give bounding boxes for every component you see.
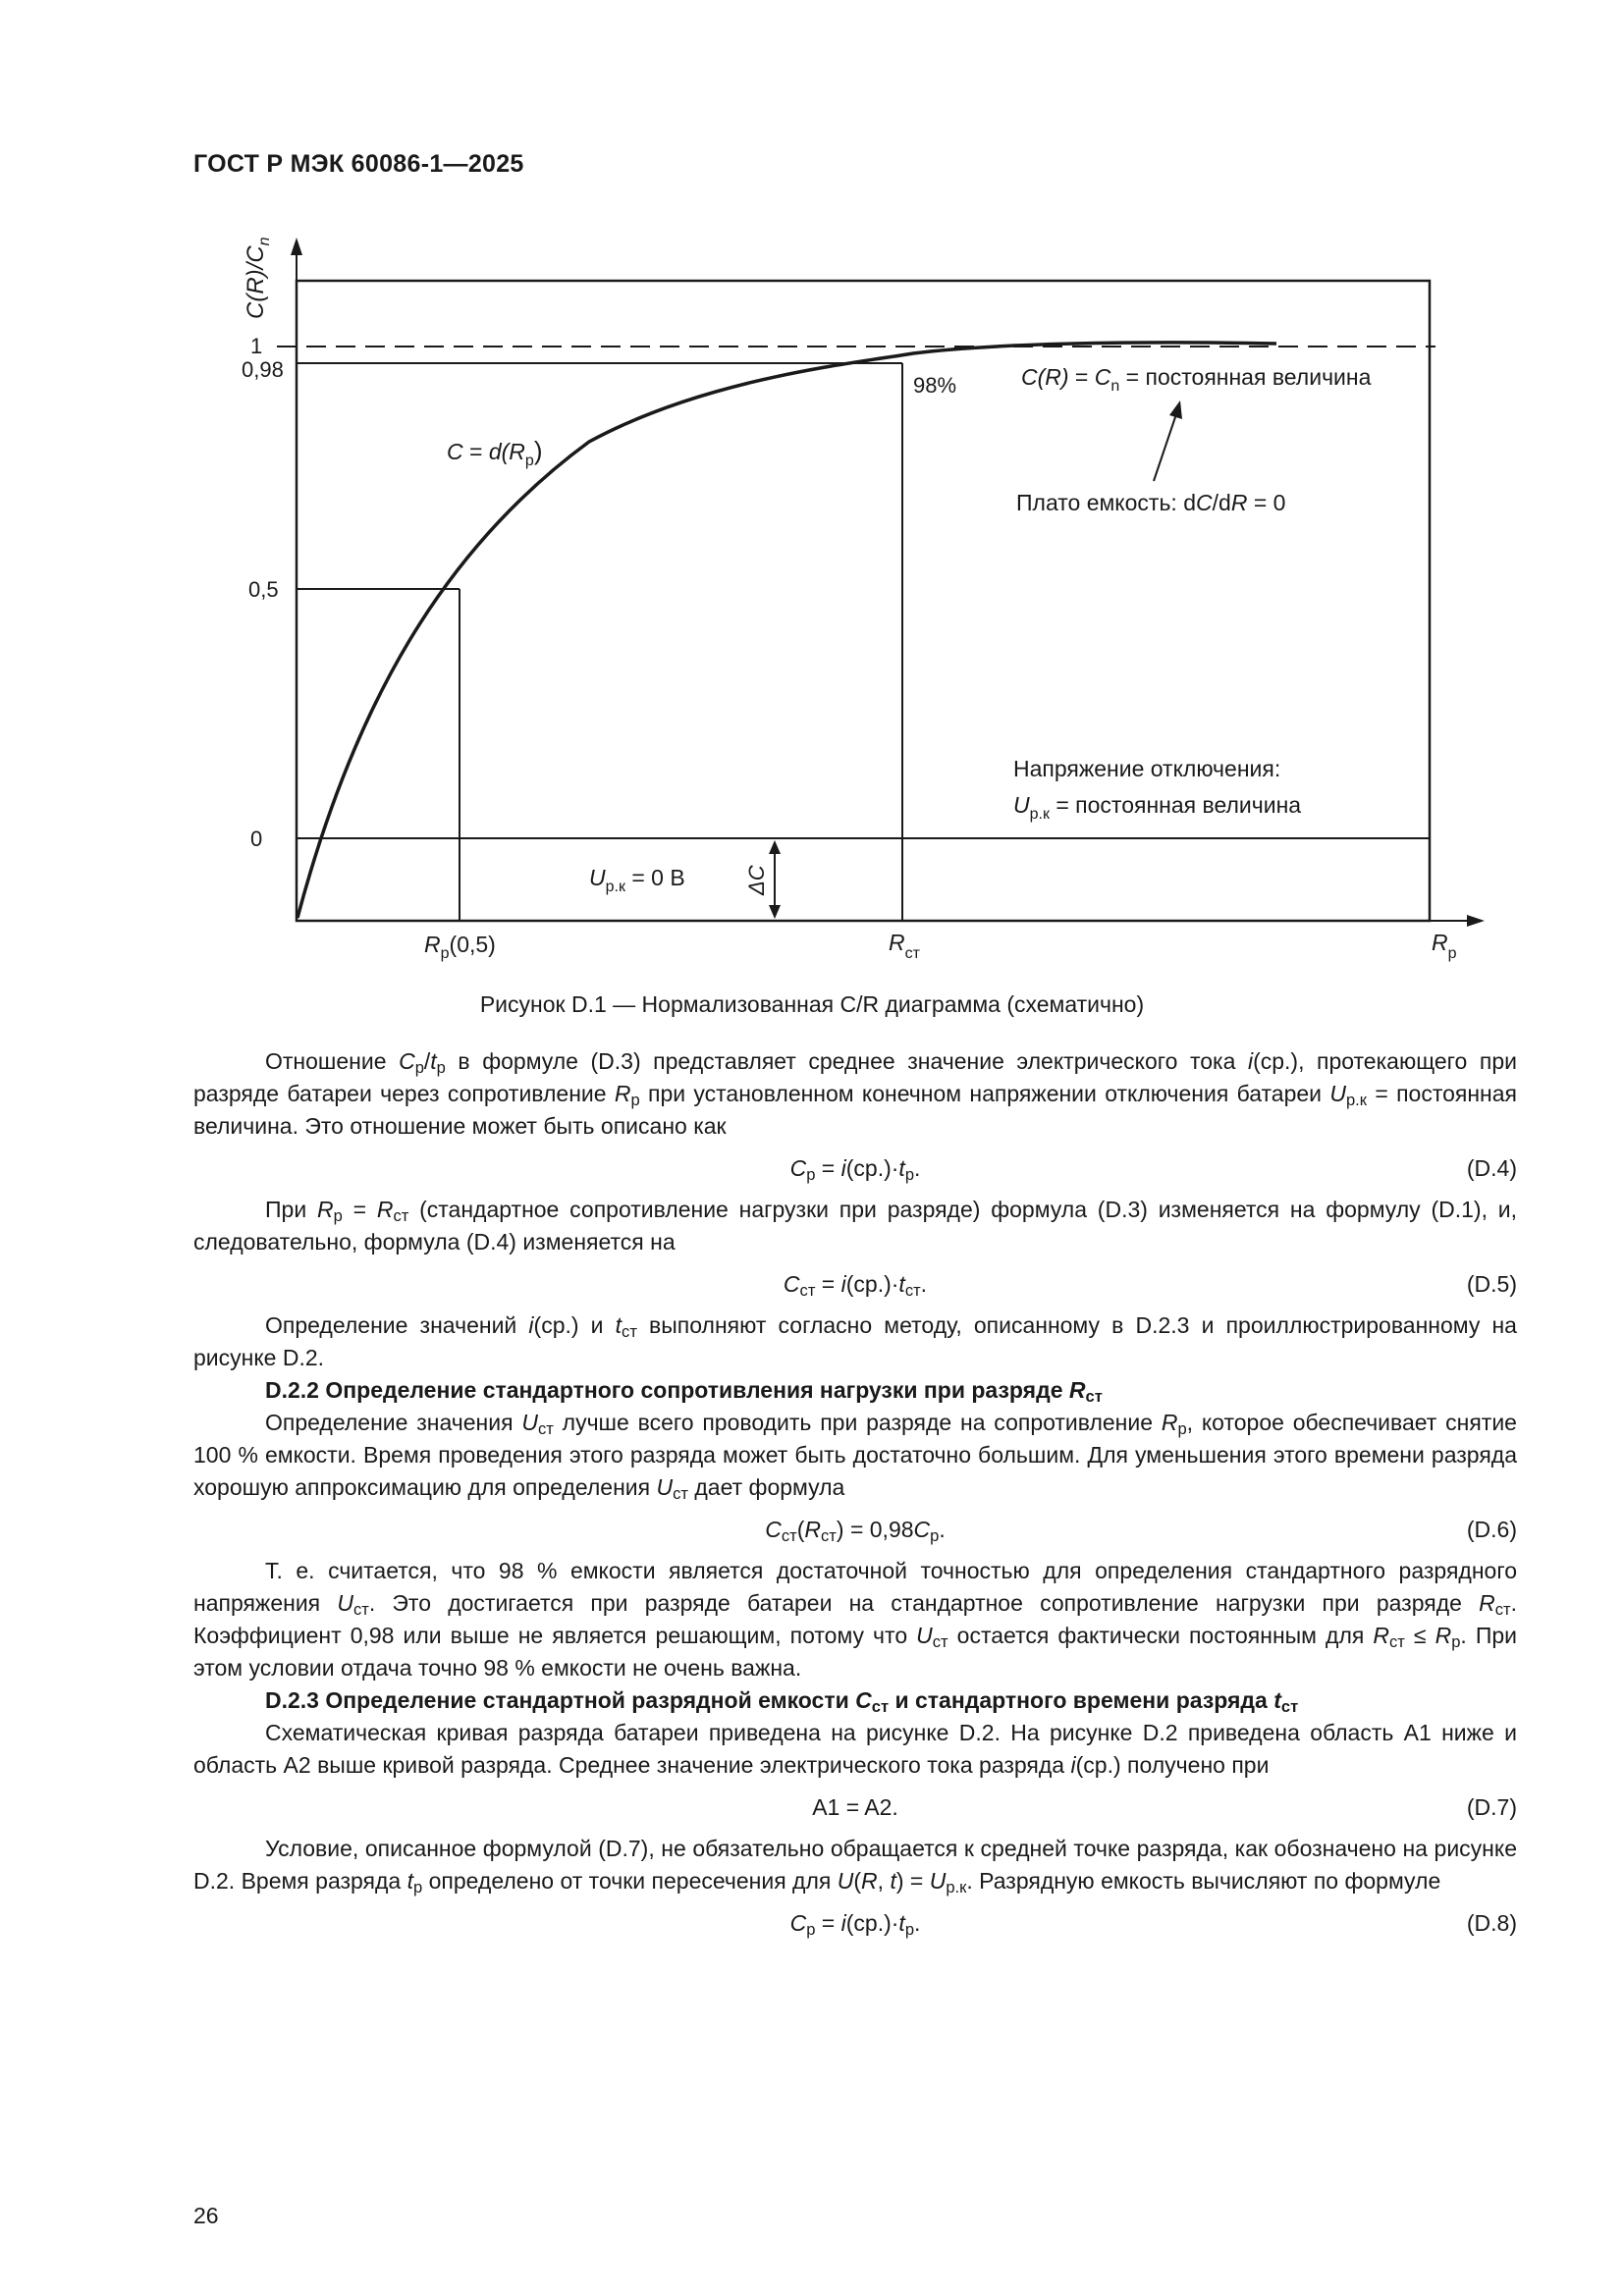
delta-c-label: ΔC [744,865,769,895]
formula-d7 [193,1782,1517,1833]
paragraph-determination: Определение значений i(ср.) и $t_{ст}$ выполняют согласно методу, описанному в D.2.3 и проиллюстрированному на рисунке D.2. [193,1312,1517,1370]
plateau-arrow-line [1154,414,1176,481]
formula-d4 [193,1143,1517,1194]
cutoff-label: $U_{р.к}$ = постоянная величина [1013,792,1302,823]
formula-d4-expression: $C_р = i(ср.)\cdot t_р$. [789,1155,921,1185]
curve-label: $C = d(R_p)$ [447,436,543,469]
formula-d5-expression: $C_{ст} = i(ср.)\cdot t_{ст}$. [783,1271,928,1301]
delta-down-arrowhead [769,905,781,919]
section-d23-heading: D.2.3 Определение стандартной разрядной емкости $C_{ст}$ и стандартного времени разряда $t_{ст}$ [265,1687,1299,1717]
page-number: 26 [193,2203,219,2228]
formula-d5-number: (D.5) [1466,1271,1517,1297]
plateau-arrowhead [1169,400,1182,419]
formula-d8-expression: $C_р = i(ср.)\cdot t_р$. [789,1910,921,1940]
tick-1: 1 [250,334,263,358]
document-header: ГОСТ Р МЭК 60086-1—2025 [193,150,524,178]
figure-caption: Рисунок D.1 — Нормализованная C/R диаграмма (схематично) [479,991,1145,1017]
formula-d6-expression: $C_{ст}(R_{ст}) = 0,98C_р$. [765,1517,946,1546]
paragraph-ust: Определение значения $U_{ст}$ лучше всего проводить при разряде на сопротивление $R_р$, которое обеспечивает снятие 100 % емкости. Время проведения этого разряда может быть достаточно большим. Для уменьшения этого времени разряда хорошую аппроксимацию для определения $U_{ст}$ дает формула [193,1410,1517,1504]
formula-d7-number: (D.7) [1466,1794,1517,1820]
plateau-note: Плато емкость: dC/dR = 0 [1016,490,1286,515]
x-axis-arrowhead [1467,915,1485,927]
formula-d6 [193,1504,1517,1555]
label-98-percent: 98% [913,373,957,398]
tick-05: 0,5 [248,577,279,602]
paragraph-98-percent: Т. е. считается, что 98 % емкости является достаточной точностью для определения стандартного разрядного напряжения $U_{ст}$. Это достигается при разряде батареи на стандартное сопротивление нагрузки при разряде $R_{ст}$. Коэффициент 0,98 или выше не является решающим, потому что $U_{ст}$ остается фактически постоянным для $R_{ст} \le R_р$. При этом условии отдача точно 98 % емкости не очень важна. [193,1558,1517,1681]
tick-0: 0 [250,827,263,851]
paragraph-rst: При $R_р = R_{ст}$ (стандартное сопротивление нагрузки при разряде) формула (D.3) изменяется на формулу (D.1), и, следовательно, формула (D.4) изменяется на [193,1197,1518,1255]
x-label-rp05: $R_р(0,5)$ [424,932,496,962]
delta-up-arrowhead [769,840,781,854]
formula-d6-number: (D.6) [1466,1517,1517,1542]
y-axis-arrowhead [291,238,302,255]
paragraph-curve: Схематическая кривая разряда батареи приведена на рисунке D.2. На рисунке D.2 приведена область A1 ниже и область A2 выше кривой разряда. Среднее значение электрического тока разряда i(ср.) получено при [193,1720,1517,1778]
formula-d5 [193,1258,1517,1309]
capacity-curve [298,343,1276,918]
cr-diagram [0,0,1624,982]
body-text [193,1045,1517,1949]
tick-098: 0,98 [242,357,284,382]
formula-d4-number: (D.4) [1466,1155,1517,1181]
section-d22-heading: D.2.2 Определение стандартного сопротивления нагрузки при разряде $R_{ст}$ [265,1377,1103,1407]
formula-d8 [193,1897,1517,1949]
cutoff-title: Напряжение отключения: [1013,756,1281,781]
formula-d7-expression: A1 = A2. [812,1794,898,1820]
plateau-label: $C(R) = C_n$ = постоянная величина [1021,364,1372,395]
x-label-rp: $R_р$ [1432,930,1457,962]
paragraph-condition: Условие, описанное формулой (D.7), не обязательно обращается к средней точке разряда, как обозначено на рисунке D.2. Время разряда $t_р$ определено от точки пересечения для U(R, $t) = U_{р.к}$. Разрядную емкость вычисляют по формуле [193,1836,1517,1897]
paragraph-ratio: Отношение $C_р/t_р$ в формуле (D.3) представляет среднее значение электрического тока i(ср.), протекающего при разряде батареи через сопротивление $R_р$ при установленном конечном напряжении отключения батареи $U_{р.к}$ = постоянная величина. Это отношение может быть описано как [193,1048,1517,1139]
y-axis-label: $C(R)/C_n$ [243,237,273,319]
formula-d8-number: (D.8) [1466,1910,1517,1936]
u-zero-label: $U_{р.к} = 0$ В [589,865,685,895]
x-label-rst: $R_{ст}$ [889,930,920,962]
